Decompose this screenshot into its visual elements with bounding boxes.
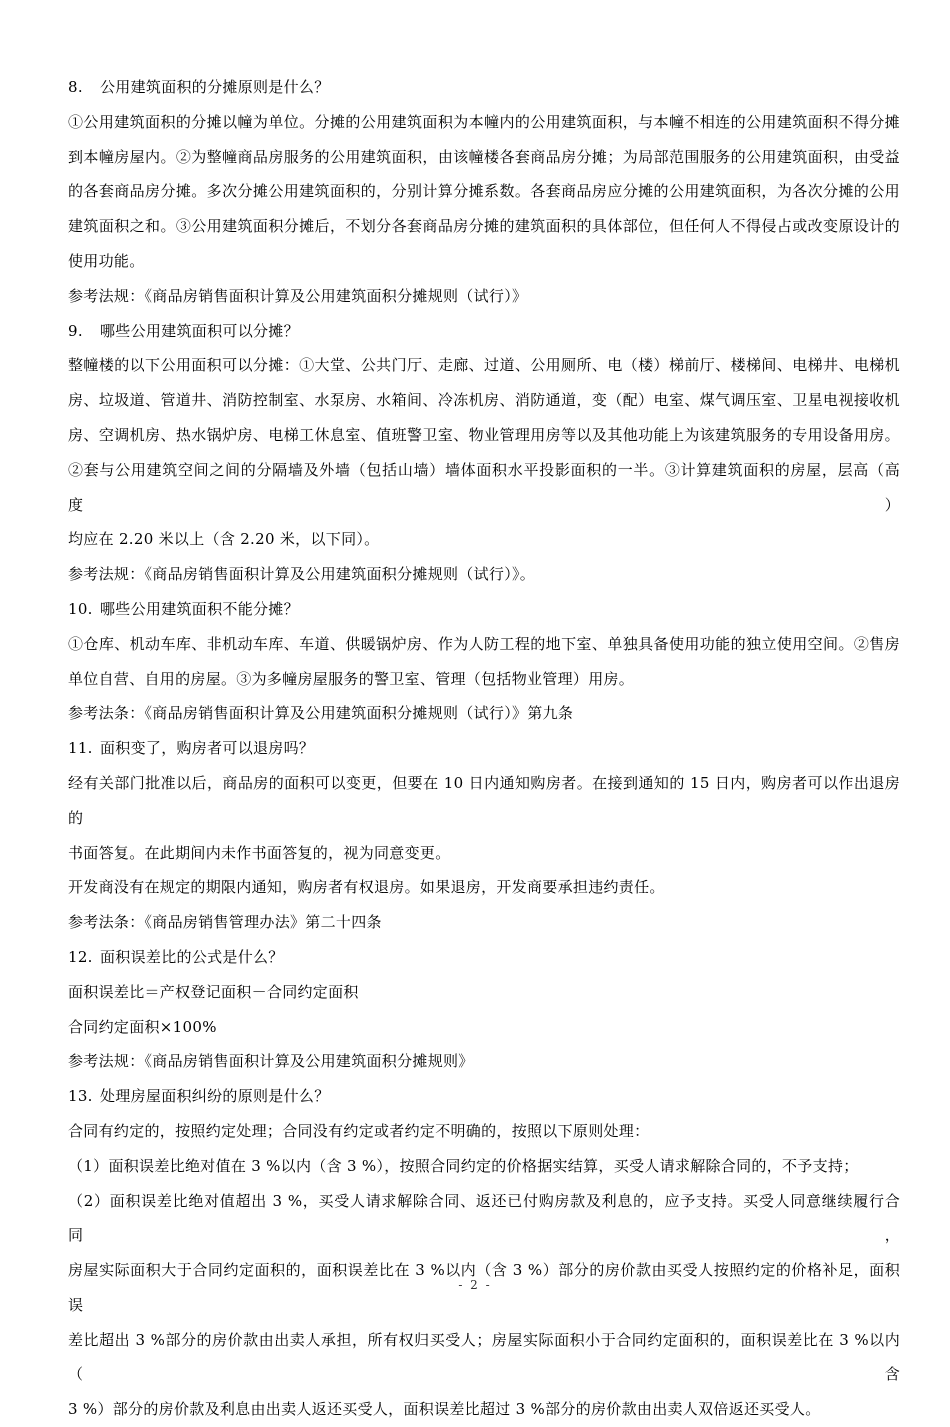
paragraph-line: 整幢楼的以下公用面积可以分摊：①大堂、公共门厅、走廊、过道、公用厕所、电（楼）梯前厅、楼梯间、电梯井、电梯机 [68, 356, 900, 375]
question-heading [68, 940, 900, 975]
question-heading [68, 731, 900, 766]
paragraph-line: 面积误差比＝产权登记面积－合同约定面积 [68, 982, 359, 1001]
paragraph-line: 均应在 2.20 米以上（含 2.20 米，以下同）。 [68, 530, 380, 549]
paragraph-line: 书面答复。在此期间内未作书面答复的，视为同意变更。 [68, 843, 451, 862]
paragraph-line: 开发商没有在规定的期限内通知，购房者有权退房。如果退房，开发商要承担违约责任。 [68, 878, 665, 897]
document-body [68, 70, 900, 1427]
question-number: 10. [68, 599, 93, 618]
paragraph-line: 房、垃圾道、管道井、消防控制室、水泵房、水箱间、冷冻机房、消防通道，变（配）电室、煤气调压室、卫星电视接收机 [68, 391, 900, 410]
paragraph-line: 参考法条：《商品房销售管理办法》第二十四条 [68, 913, 382, 932]
paragraph-line: ②套与公用建筑空间之间的分隔墙及外墙（包括山墙）墙体面积水平投影面积的一半。③计算建筑面积的房屋，层高（高度） [68, 460, 900, 514]
question-number: 8. [68, 78, 83, 96]
paragraph-line: 参考法规：《商品房销售面积计算及公用建筑面积分摊规则》 [68, 1052, 474, 1071]
paragraph-line: 参考法规：《商品房销售面积计算及公用建筑面积分摊规则（试行）》 [68, 286, 528, 305]
paragraph-line: 单位自营、自用的房屋。③为多幢房屋服务的警卫室、管理（包括物业管理）用房。 [68, 669, 635, 688]
question-number: 13. [68, 1087, 93, 1106]
paragraph-line: 参考法条：《商品房销售面积计算及公用建筑面积分摊规则（试行）》第九条 [68, 704, 574, 723]
question-text: 处理房屋面积纠纷的原则是什么？ [100, 1087, 330, 1106]
question-heading [68, 314, 900, 349]
question-heading [68, 592, 900, 627]
paragraph-line: 房、空调机房、热水锅炉房、电梯工休息室、值班警卫室、物业管理用房等以及其他功能上为该建筑服务的专用设备用房。 [68, 425, 900, 444]
question-number: 12. [68, 947, 93, 966]
question-text: 哪些公用建筑面积可以分摊？ [100, 321, 299, 340]
question-text: 公用建筑面积的分摊原则是什么？ [100, 78, 330, 96]
paragraph-line: 到本幢房屋内。②为整幢商品房服务的公用建筑面积，由该幢楼各套商品房分摊；为局部范围服务的公用建筑面积，由受益 [68, 147, 900, 166]
paragraph-line: （1）面积误差比绝对值在 3 %以内（含 3 %），按照合同约定的价格据实结算，买受人请求解除合同的，不予支持； [68, 1156, 859, 1175]
paragraph-line: 合同有约定的，按照约定处理；合同没有约定或者约定不明确的，按照以下原则处理： [68, 1121, 650, 1140]
paragraph-line: 参考法规：《商品房销售面积计算及公用建筑面积分摊规则（试行）》。 [68, 565, 536, 584]
paragraph-line: 建筑面积之和。③公用建筑面积分摊后，不划分各套商品房分摊的建筑面积的具体部位，但任何人不得侵占或改变原设计的 [68, 217, 900, 236]
paragraph-line: 房屋实际面积大于合同约定面积的，面积误差比在 3 %以内（含 3 %）部分的房价款由买受人按照约定的价格补足，面积误 [68, 1261, 900, 1314]
paragraph-line: 3 %）部分的房价款及利息由出卖人返还买受人，面积误差比超过 3 %部分的房价款由出卖人双倍返还买受人。 [68, 1400, 821, 1419]
question-heading [68, 1079, 900, 1114]
paragraph-line: 使用功能。 [68, 251, 145, 270]
paragraph-line: 的各套商品房分摊。多次分摊公用建筑面积的，分别计算分摊系数。各套商品房应分摊的公用建筑面积，为各次分摊的公用 [68, 182, 900, 201]
paragraph-line: ①公用建筑面积的分摊以幢为单位。分摊的公用建筑面积为本幢内的公用建筑面积，与本幢不相连的公用建筑面积不得分摊 [68, 112, 900, 131]
question-number: 11. [68, 739, 93, 758]
question-text: 面积误差比的公式是什么？ [100, 947, 284, 966]
question-text: 哪些公用建筑面积不能分摊？ [100, 599, 299, 618]
paragraph-line: 经有关部门批准以后，商品房的面积可以变更，但要在 10 日内通知购房者。在接到通知的 15 日内，购房者可以作出退房的 [68, 773, 900, 827]
question-number: 9. [68, 321, 83, 340]
question-heading [68, 70, 900, 105]
question-text: 面积变了，购房者可以退房吗？ [100, 739, 315, 758]
paragraph-line: （2）面积误差比绝对值超出 3 %，买受人请求解除合同、返还已付购房款及利息的，应予支持。买受人同意继续履行合同， [68, 1191, 900, 1245]
paragraph-line: 合同约定面积×100% [68, 1017, 217, 1036]
paragraph-line: ①仓库、机动车库、非机动车库、车道、供暖锅炉房、作为人防工程的地下室、单独具备使用功能的独立使用空间。②售房 [68, 634, 900, 653]
paragraph-line: 差比超出 3 %部分的房价款由出卖人承担，所有权归买受人；房屋实际面积小于合同约定面积的，面积误差比在 3 %以内（含 [68, 1330, 900, 1384]
page-number: - 2 - [458, 1278, 492, 1292]
